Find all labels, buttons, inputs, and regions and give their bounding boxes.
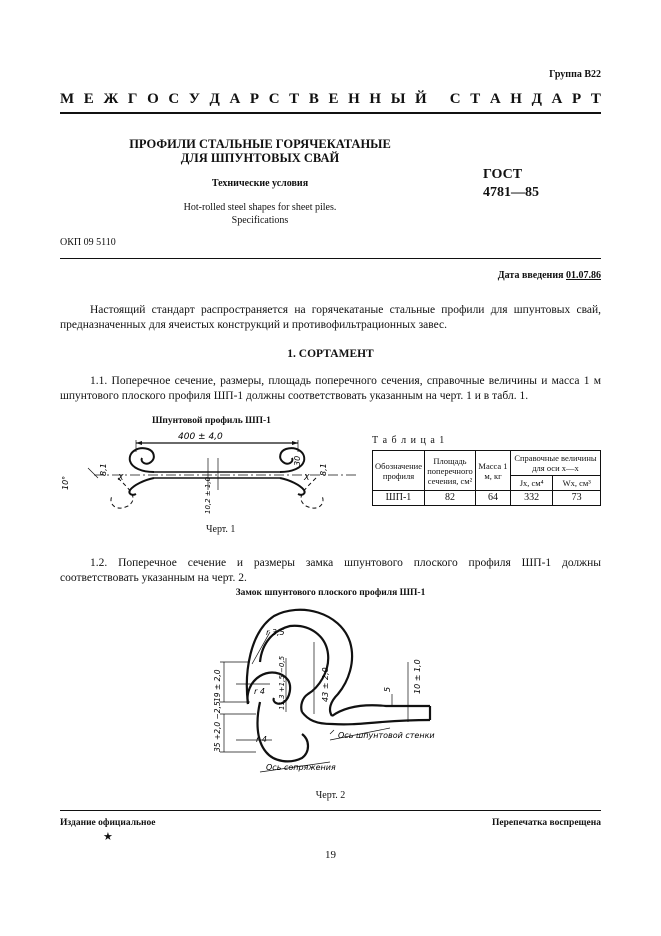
english-title-line-1: Hot-rolled steel shapes for sheet piles. xyxy=(183,202,337,213)
banner-letter: С xyxy=(268,91,280,107)
header-rule xyxy=(60,112,601,114)
cell-designation: ШП-1 xyxy=(373,491,425,506)
dim-43-label: 43 ± 2,0 xyxy=(321,667,330,702)
th-jx: Jx, см⁴ xyxy=(510,476,552,491)
figure1-drawing xyxy=(58,428,378,524)
banner-letter: С xyxy=(449,91,461,107)
star-icon: ★ xyxy=(103,831,113,843)
banner-letter: О xyxy=(147,91,159,107)
banner-letter: Н xyxy=(348,91,360,107)
gost-code: 4781—85 xyxy=(483,185,539,200)
figure1-number: Черт. 1 xyxy=(206,524,236,535)
banner-letter: Д xyxy=(531,91,542,107)
banner-letter: А xyxy=(551,91,563,107)
r35-label: r 3,5 xyxy=(266,628,285,637)
dim-width-label: 400 ± 4,0 xyxy=(178,432,223,442)
dim-5-label: 5 xyxy=(383,686,392,692)
dim-113-label: 11,3 +1,5 −0,5 xyxy=(278,655,286,710)
document-title xyxy=(60,137,460,165)
banner-letter: Н xyxy=(369,91,382,107)
dim-102-label: 10,2 ± 1,0 xyxy=(204,476,212,514)
figure2-drawing xyxy=(210,602,450,782)
intro-date-value: 01.07.86 xyxy=(566,270,601,281)
banner-letter: Й xyxy=(415,91,427,107)
paragraph-1-2: 1.2. Поперечное сечение и размеры замка шпунтового плоского профиля ШП-1 должны соответствовать указанным на черт. 2. xyxy=(60,557,601,584)
cell-jx: 332 xyxy=(510,491,552,506)
banner-letter: А xyxy=(489,91,501,107)
gost-number xyxy=(483,166,539,202)
banner-letter: Е xyxy=(83,91,94,107)
gost-label: ГОСТ xyxy=(483,167,523,182)
title-line-2: ДЛЯ ШПУНТОВЫХ СВАЙ xyxy=(180,151,340,165)
r4-upper-label: r 4 xyxy=(254,687,265,696)
th-reference: Справочные величины для оси x—x xyxy=(510,451,600,476)
banner-letter: Ы xyxy=(390,91,406,107)
th-mass: Масса 1 м, кг xyxy=(475,451,510,491)
footer-reprint: Перепечатка воспрещена xyxy=(491,818,601,828)
r4-lower-label: r 4 xyxy=(256,735,267,744)
english-title xyxy=(60,202,460,227)
banner-letter: Е xyxy=(328,91,339,107)
axis-joint-label: Ось сопряжения xyxy=(266,763,336,772)
axis-x-right: X xyxy=(304,473,310,482)
banner-letter: Р xyxy=(249,91,260,107)
banner-letter: А xyxy=(229,91,241,107)
banner-letter: Т xyxy=(470,91,481,107)
banner-letter: С xyxy=(168,91,180,107)
th-area: Площадь поперечного сечения, см² xyxy=(424,451,475,491)
subtitle: Технические условия xyxy=(211,178,309,189)
table1 xyxy=(372,450,601,506)
figure1-caption: Шпунтовой профиль ШП-1 xyxy=(152,416,271,426)
th-wx: Wx, см³ xyxy=(553,476,601,491)
dim-35-label: 35 +2,0 −2,5 xyxy=(213,701,222,752)
cell-area: 82 xyxy=(424,491,475,506)
footer-rule xyxy=(60,810,601,811)
banner-letter: У xyxy=(188,91,200,107)
banner-letter: В xyxy=(308,91,319,107)
figure2-caption: Замок шпунтового плоского профиля ШП-1 xyxy=(235,588,426,598)
title-rule xyxy=(60,258,601,259)
page-number: 19 xyxy=(325,849,336,861)
dim-81-left: 8,1 xyxy=(99,463,108,476)
banner-letter: М xyxy=(60,91,75,107)
banner-letter: Т xyxy=(289,91,300,107)
okp-code: ОКП 09 5110 xyxy=(60,237,116,248)
table-row xyxy=(373,491,601,506)
axis-wall-label: Ось шпунтовой стенки xyxy=(338,731,435,740)
banner-gap xyxy=(436,91,440,108)
dim-81-right: 8,1 xyxy=(319,463,328,476)
banner-letter: Н xyxy=(510,91,522,107)
dim-19-label: 19 ± 2,0 xyxy=(213,669,222,702)
cell-wx: 73 xyxy=(553,491,601,506)
intro-date-label: Дата введения xyxy=(497,270,564,281)
intro-date xyxy=(498,270,601,281)
cell-mass: 64 xyxy=(475,491,510,506)
dim-10-label: 10 ± 1,0 xyxy=(413,659,422,694)
table1-caption: Т а б л и ц а 1 xyxy=(372,435,446,446)
figure2-number: Черт. 2 xyxy=(315,790,346,801)
banner-letter: Ж xyxy=(103,91,119,107)
dim-angle-label: 10° xyxy=(61,475,70,490)
title-line-1: ПРОФИЛИ СТАЛЬНЫЕ ГОРЯЧЕКАТАНЫЕ xyxy=(129,137,391,151)
group-code: Группа В22 xyxy=(549,69,601,80)
axis-x-left: X xyxy=(118,473,124,482)
banner-letter: Г xyxy=(127,91,138,107)
footer-official: Издание официальное xyxy=(60,818,156,828)
banner-letter: Р xyxy=(572,91,582,107)
banner-letter: Т xyxy=(590,91,601,107)
table-header-row xyxy=(373,451,601,476)
english-title-line-2: Specifications xyxy=(231,214,289,226)
paragraph-scope: Настоящий стандарт распространяется на горячекатаные стальные профили для шпунтовых свай, предназначенных для ячеистых конструкций и противофильтрационных завес. xyxy=(60,304,601,331)
paragraph-1-1: 1.1. Поперечное сечение, размеры, площадь поперечного сечения, справочные величины и масса 1 м шпунтового плоского профиля ШП-1 должны соответствовать указанным на черт. 1 и в табл. 1. xyxy=(60,375,601,402)
standard-banner xyxy=(60,91,601,108)
section-heading: 1. СОРТАМЕНТ xyxy=(287,348,374,360)
dim-30-label: 30 xyxy=(293,455,302,466)
th-designation: Обозначение профиля xyxy=(373,451,425,491)
banner-letter: Д xyxy=(209,91,220,107)
